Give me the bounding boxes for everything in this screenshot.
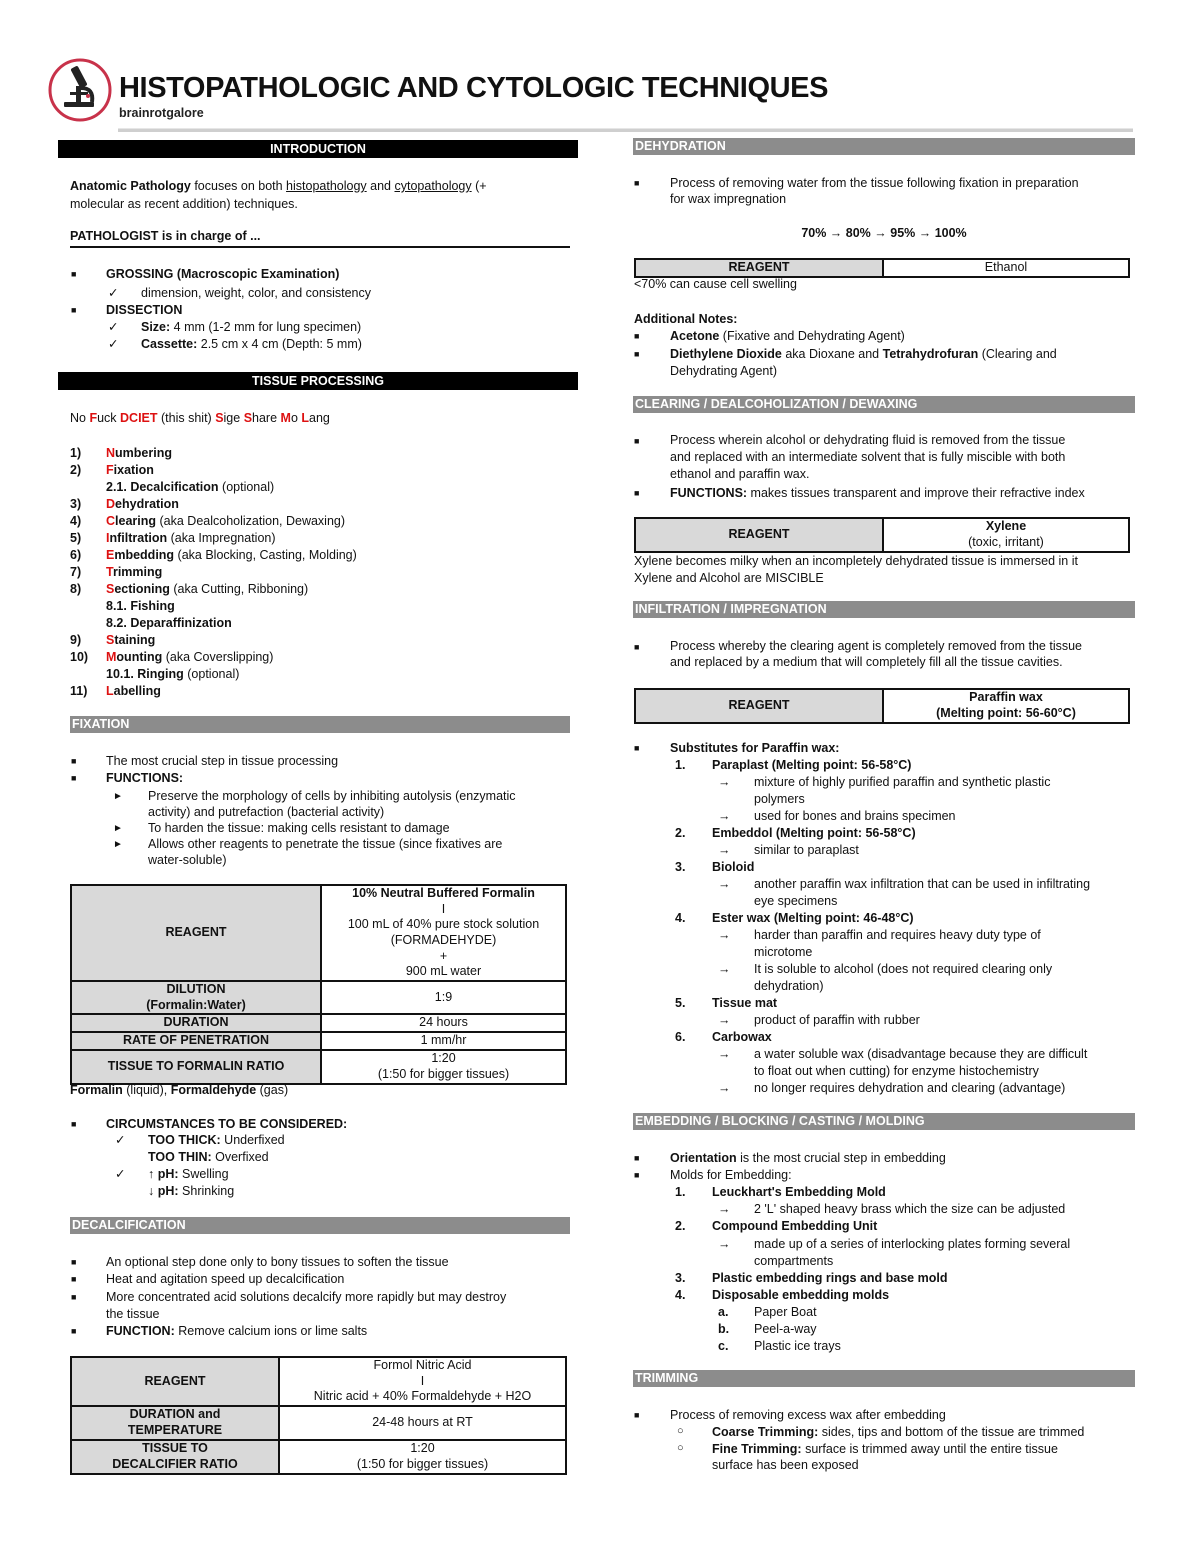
step-number: 7): [70, 565, 82, 579]
step-number: 1): [70, 446, 82, 460]
infiltration-table: [634, 688, 1130, 724]
orientation-point: Orientation is the most crucial step in embedding: [670, 1151, 946, 1165]
step-name: abelling: [113, 684, 161, 698]
xylene-note: Xylene and Alcohol are MISCIBLE: [634, 571, 824, 585]
substitute-note: polymers: [754, 792, 805, 806]
mnemonic-part: S: [243, 411, 253, 425]
bullet-icon: ■: [71, 305, 77, 315]
xylene-note: Xylene becomes milky when an incompletely dehydrated tissue is immersed in it: [634, 554, 1078, 568]
processing-step: [70, 615, 232, 632]
step-initial: I: [106, 531, 110, 545]
trimming-heading: TRIMMING: [633, 1370, 1135, 1387]
step-number: 6): [70, 548, 82, 562]
cassette-detail: Cassette: 2.5 cm x 4 cm (Depth: 5 mm): [141, 337, 362, 351]
step-name: rimming: [112, 565, 163, 579]
processing-step: [70, 564, 162, 581]
step-aka: (aka Dealcoholization, Dewaxing): [156, 514, 346, 528]
infiltration-point: Process whereby the clearing agent is completely removed from the tissue: [670, 639, 1082, 653]
circle-bullet-icon: ○: [677, 1442, 684, 1454]
step-number: 5): [70, 531, 82, 545]
mnemonic-part: No: [70, 411, 90, 425]
step-name: nfiltration: [109, 531, 168, 545]
mnemonic-part: L: [301, 411, 310, 425]
function-1: Preserve the morphology of cells by inhibiting autolysis (enzymatic: [148, 789, 516, 803]
step-initial: D: [106, 497, 116, 511]
table-value: 10% Neutral Buffered Formalin I 100 mL of 40% pure stock solution (FORMADEHYDE) + 900 mL water: [321, 885, 566, 981]
intro-paragraph-line2: molecular as recent addition) techniques.: [70, 197, 298, 211]
table-label: DURATION: [71, 1014, 321, 1032]
fine-trimming-cont: surface has been exposed: [712, 1458, 859, 1472]
sub-item: Peel-a-way: [754, 1322, 817, 1336]
table-label: REAGENT: [71, 885, 321, 981]
substitute-note: It is soluble to alcohol (does not required clearing only: [754, 962, 1053, 976]
table-value: 1 mm/hr: [321, 1032, 566, 1050]
substitute-number: 5.: [675, 996, 686, 1010]
table-label: TISSUE TO FORMALIN RATIO: [71, 1050, 321, 1084]
substitute-note: microtome: [754, 945, 813, 959]
clearing-point: Process wherein alcohol or dehydrating fluid is removed from the tissue: [670, 433, 1066, 447]
bullet-icon: ■: [71, 1119, 77, 1129]
ph-down: ↓ pH: Shrinking: [148, 1184, 235, 1198]
substitute-note: product of paraffin with rubber: [754, 1013, 920, 1027]
processing-step: [70, 513, 345, 530]
function-2: To harden the tissue: making cells resistant to damage: [148, 821, 450, 835]
bullet-icon: ■: [634, 331, 640, 341]
coarse-trimming: Coarse Trimming: sides, tips and bottom of the tissue are trimmed: [712, 1425, 1085, 1439]
substitute-note: to float out when cutting) for enzyme histochemistry: [754, 1064, 1039, 1078]
formalin-note: Formalin (liquid), Formaldehyde (gas): [70, 1083, 289, 1097]
bullet-icon: ■: [634, 743, 640, 753]
substitute-note: harder than paraffin and requires heavy duty type of: [754, 928, 1041, 942]
grossing-item: GROSSING (Macroscopic Examination): [106, 267, 340, 281]
fixation-heading: FIXATION: [70, 716, 570, 733]
bullet-icon: ■: [634, 488, 640, 498]
fine-trimming: Fine Trimming: surface is trimmed away until the entire tissue: [712, 1442, 1058, 1456]
table-label: TISSUE TO DECALCIFIER RATIO: [71, 1440, 279, 1474]
table-value: 1:20 (1:50 for bigger tissues): [279, 1440, 566, 1474]
substitute-note: mixture of highly purified paraffin and synthetic plastic: [754, 775, 1051, 789]
mold-number: 3.: [675, 1271, 686, 1285]
step-substep: 10.1. Ringing: [106, 667, 184, 681]
step-initial: N: [106, 446, 116, 460]
step-initial: T: [106, 565, 113, 579]
step-number: 4): [70, 514, 82, 528]
step-number: 2): [70, 463, 82, 477]
substitutes-heading: Substitutes for Paraffin wax:: [670, 741, 840, 755]
ph-up: ↑ pH: Swelling: [148, 1167, 229, 1181]
dehydration-heading: DEHYDRATION: [633, 138, 1135, 155]
decal-point: Heat and agitation speed up decalcification: [106, 1272, 345, 1286]
substitute-number: 2.: [675, 826, 686, 840]
infiltration-point-cont: and replaced by a medium that will completely fill all the tissue cavities.: [670, 655, 1063, 669]
function-1-cont: activity) and putrefaction (bacterial activity): [148, 805, 385, 819]
mnemonic-part: uck: [97, 411, 121, 425]
mold-item: Leuckhart's Embedding Mold: [712, 1185, 886, 1199]
substitute-note: similar to paraplast: [754, 843, 859, 857]
step-aka: (optional): [218, 480, 275, 494]
substitute-name: Paraplast (Melting point: 56-58°C): [712, 758, 912, 772]
substitute-note: eye specimens: [754, 894, 838, 908]
table-value: Formol Nitric Acid I Nitric acid + 40% Formaldehyde + H2O: [279, 1357, 566, 1406]
microscope-icon: [48, 58, 112, 122]
arrowhead-icon: ►: [113, 791, 123, 802]
arrow-icon: →: [718, 1202, 731, 1216]
arrowhead-icon: ►: [113, 823, 123, 834]
circle-bullet-icon: ○: [677, 1425, 684, 1437]
arrow-icon: →: [718, 775, 731, 789]
arrowhead-icon: ►: [113, 839, 123, 850]
step-initial: M: [106, 650, 117, 664]
decalcification-heading: DECALCIFICATION: [70, 1217, 570, 1234]
check-icon: ✓: [115, 1167, 126, 1181]
mnemonic-part: o: [290, 411, 302, 425]
sub-letter: a.: [718, 1305, 729, 1319]
mnemonic-part: (this shit): [157, 411, 216, 425]
header-divider: [118, 128, 1133, 132]
bullet-icon: ■: [71, 1274, 77, 1284]
substitute-name: Carbowax: [712, 1030, 772, 1044]
substitute-number: 1.: [675, 758, 686, 772]
sub-item: Paper Boat: [754, 1305, 817, 1319]
table-label: REAGENT: [635, 689, 883, 723]
substitute-number: 4.: [675, 911, 686, 925]
function-3-cont: water-soluble): [148, 853, 227, 867]
step-aka: (aka Impregnation): [167, 531, 276, 545]
decal-function: FUNCTION: Remove calcium ions or lime salts: [106, 1324, 368, 1338]
processing-step: [70, 547, 357, 564]
step-number: 11): [70, 684, 88, 698]
step-name: ounting: [116, 650, 163, 664]
arrow-icon: →: [718, 1047, 731, 1061]
clearing-heading: CLEARING / DEALCOHOLIZATION / DEWAXING: [633, 396, 1135, 413]
sub-letter: c.: [718, 1339, 729, 1353]
step-initial: F: [106, 463, 114, 477]
step-name: taining: [114, 633, 156, 647]
dehydration-point: Process of removing water from the tissue following fixation in preparation: [670, 176, 1079, 190]
table-label: DURATION and TEMPERATURE: [71, 1406, 279, 1440]
step-substep: 2.1. Decalcification: [106, 480, 219, 494]
fixation-table: [70, 884, 567, 1085]
processing-step: [70, 445, 172, 462]
step-substep: 8.1. Fishing: [106, 599, 175, 613]
too-thick: TOO THICK: Underfixed: [148, 1133, 285, 1147]
mnemonic-part: hare: [252, 411, 281, 425]
mold-note-cont: compartments: [754, 1254, 834, 1268]
substitute-note: no longer requires dehydration and clearing (advantage): [754, 1081, 1066, 1095]
step-initial: E: [106, 548, 115, 562]
substitute-name: Ester wax (Melting point: 46-48°C): [712, 911, 914, 925]
table-value: 24-48 hours at RT: [279, 1406, 566, 1440]
page-subtitle: brainrotgalore: [119, 106, 204, 120]
mnemonic-part: S: [215, 411, 224, 425]
substitute-number: 3.: [675, 860, 686, 874]
table-label: REAGENT: [635, 259, 883, 277]
bullet-icon: ■: [71, 1257, 77, 1267]
arrow-icon: →: [718, 1013, 731, 1027]
table-label: RATE OF PENETRATION: [71, 1032, 321, 1050]
clearing-functions: FUNCTIONS: makes tissues transparent and improve their refractive index: [670, 486, 1085, 500]
processing-mnemonic: [70, 410, 330, 427]
arrow-icon: →: [718, 928, 731, 942]
step-initial: S: [106, 633, 115, 647]
processing-step: [70, 581, 308, 598]
mnemonic-part: M: [280, 411, 291, 425]
decal-point: An optional step done only to bony tissues to soften the tissue: [106, 1255, 449, 1269]
arrow-icon: →: [718, 1237, 731, 1251]
bullet-icon: ■: [634, 178, 640, 188]
bullet-icon: ■: [634, 642, 640, 652]
decalcification-table: [70, 1356, 567, 1475]
table-value: 1:20 (1:50 for bigger tissues): [321, 1050, 566, 1084]
processing-step: [70, 479, 274, 496]
bullet-icon: ■: [71, 1292, 77, 1302]
step-name: ixation: [113, 463, 154, 477]
bullet-icon: ■: [71, 756, 77, 766]
processing-step: [70, 632, 155, 649]
decal-point: More concentrated acid solutions decalcify more rapidly but may destroy: [106, 1290, 507, 1304]
substitute-name: Embeddol (Melting point: 56-58°C): [712, 826, 916, 840]
clearing-point-cont: and replaced with an intermediate solvent that is fully miscible with both: [670, 450, 1066, 464]
step-initial: L: [106, 684, 114, 698]
bullet-icon: ■: [634, 436, 640, 446]
step-name: ectioning: [114, 582, 170, 596]
mold-note: 2 'L' shaped heavy brass which the size can be adjusted: [754, 1202, 1066, 1216]
arrow-icon: →: [718, 843, 731, 857]
table-value: Xylene (toxic, irritant): [883, 518, 1129, 552]
substitute-name: Bioloid: [712, 860, 755, 874]
processing-step: [70, 530, 276, 547]
arrow-icon: →: [718, 962, 731, 976]
check-icon: ✓: [108, 320, 119, 334]
intro-paragraph: Anatomic Pathology focuses on both histopathology and cytopathology (+: [70, 179, 487, 193]
bullet-icon: ■: [71, 773, 77, 783]
dehydration-point-cont: for wax impregnation: [670, 192, 787, 206]
arrow-icon: →: [718, 1081, 731, 1095]
bullet-icon: ■: [71, 269, 77, 279]
step-number: 3): [70, 497, 82, 511]
infiltration-heading: INFILTRATION / IMPREGNATION: [633, 601, 1135, 618]
fixation-functions-label: FUNCTIONS:: [106, 771, 184, 785]
processing-step: [70, 666, 239, 683]
table-value: 24 hours: [321, 1014, 566, 1032]
ethanol-sequence: 70% → 80% → 95% → 100%: [801, 226, 967, 240]
mnemonic-part: DCIET: [120, 411, 158, 425]
check-icon: ✓: [115, 1133, 126, 1147]
mnemonic-part: ang: [309, 411, 330, 425]
additional-notes-heading: Additional Notes:: [634, 312, 738, 326]
table-label: REAGENT: [71, 1357, 279, 1406]
sub-item: Plastic ice trays: [754, 1339, 841, 1353]
decal-point-cont: the tissue: [106, 1307, 160, 1321]
embedding-heading: EMBEDDING / BLOCKING / CASTING / MOLDING: [633, 1113, 1135, 1130]
function-3: Allows other reagents to penetrate the tissue (since fixatives are: [148, 837, 503, 851]
processing-step: [70, 496, 179, 513]
tissue-processing-heading: TISSUE PROCESSING: [58, 372, 578, 390]
size-detail: Size: 4 mm (1-2 mm for lung specimen): [141, 320, 362, 334]
pathologist-subheading: PATHOLOGIST is in charge of ...: [70, 228, 570, 248]
check-icon: ✓: [108, 286, 119, 300]
bullet-icon: ■: [634, 1410, 640, 1420]
dehydration-table: [634, 258, 1130, 278]
mnemonic-part: F: [89, 411, 98, 425]
substitute-note: dehydration): [754, 979, 824, 993]
check-icon: ✓: [108, 337, 119, 351]
step-aka: (optional): [183, 667, 240, 681]
substitute-note: another paraffin wax infiltration that can be used in infiltrating: [754, 877, 1091, 891]
mold-number: 4.: [675, 1288, 686, 1302]
clearing-table: [634, 517, 1130, 553]
table-label: REAGENT: [635, 518, 883, 552]
acetone-note: Acetone (Fixative and Dehydrating Agent): [670, 329, 905, 343]
molds-point: Molds for Embedding:: [670, 1168, 792, 1182]
processing-step: [70, 598, 175, 615]
page-title: HISTOPATHOLOGIC AND CYTOLOGIC TECHNIQUES: [119, 72, 829, 104]
table-label: DILUTION (Formalin:Water): [71, 981, 321, 1014]
step-substep: 8.2. Deparaffinization: [106, 616, 232, 630]
bullet-icon: ■: [634, 1170, 640, 1180]
processing-step: [70, 462, 154, 479]
step-name: learing: [115, 514, 157, 528]
bullet-icon: ■: [71, 1326, 77, 1336]
step-aka: (aka Coverslipping): [162, 650, 274, 664]
too-thin: TOO THIN: Overfixed: [148, 1150, 269, 1164]
trimming-point: Process of removing excess wax after embedding: [670, 1408, 946, 1422]
mold-number: 2.: [675, 1219, 686, 1233]
step-initial: C: [106, 514, 116, 528]
step-aka: (aka Blocking, Casting, Molding): [174, 548, 357, 562]
circumstances-label: CIRCUMSTANCES TO BE CONSIDERED:: [106, 1117, 348, 1131]
bullet-icon: ■: [634, 349, 640, 359]
clearing-point-cont: ethanol and paraffin wax.: [670, 467, 810, 481]
mnemonic-part: ige: [223, 411, 244, 425]
step-name: mbedding: [114, 548, 175, 562]
fixation-point: The most crucial step in tissue processing: [106, 754, 339, 768]
dissection-item: DISSECTION: [106, 303, 183, 317]
step-name: ehydration: [115, 497, 179, 511]
step-number: 9): [70, 633, 82, 647]
arrow-icon: →: [718, 809, 731, 823]
grossing-detail: dimension, weight, color, and consistency: [141, 286, 371, 300]
arrow-icon: →: [718, 877, 731, 891]
substitute-number: 6.: [675, 1030, 686, 1044]
mold-item: Disposable embedding molds: [712, 1288, 890, 1302]
dioxane-note: Diethylene Dioxide aka Dioxane and Tetrahydrofuran (Clearing and: [670, 347, 1057, 361]
bullet-icon: ■: [634, 1153, 640, 1163]
step-initial: S: [106, 582, 115, 596]
table-value: Ethanol: [883, 259, 1129, 277]
substitute-note: used for bones and brains specimen: [754, 809, 956, 823]
step-name: umbering: [115, 446, 172, 460]
mold-number: 1.: [675, 1185, 686, 1199]
dehydration-note: <70% can cause cell swelling: [634, 277, 797, 291]
step-number: 8): [70, 582, 82, 596]
processing-step: [70, 683, 161, 700]
processing-step: [70, 649, 273, 666]
substitute-note: a water soluble wax (disadvantage because they are difficult: [754, 1047, 1088, 1061]
intro-heading: INTRODUCTION: [58, 140, 578, 158]
substitute-name: Tissue mat: [712, 996, 778, 1010]
mold-item: Compound Embedding Unit: [712, 1219, 878, 1233]
step-number: 10): [70, 650, 89, 664]
table-value: Paraffin wax (Melting point: 56-60°C): [883, 689, 1129, 723]
mold-item: Plastic embedding rings and base mold: [712, 1271, 948, 1285]
mold-note: made up of a series of interlocking plates forming several: [754, 1237, 1071, 1251]
table-value: 1:9: [321, 981, 566, 1014]
step-aka: (aka Cutting, Ribboning): [169, 582, 309, 596]
dioxane-note-cont: Dehydrating Agent): [670, 364, 778, 378]
sub-letter: b.: [718, 1322, 730, 1336]
